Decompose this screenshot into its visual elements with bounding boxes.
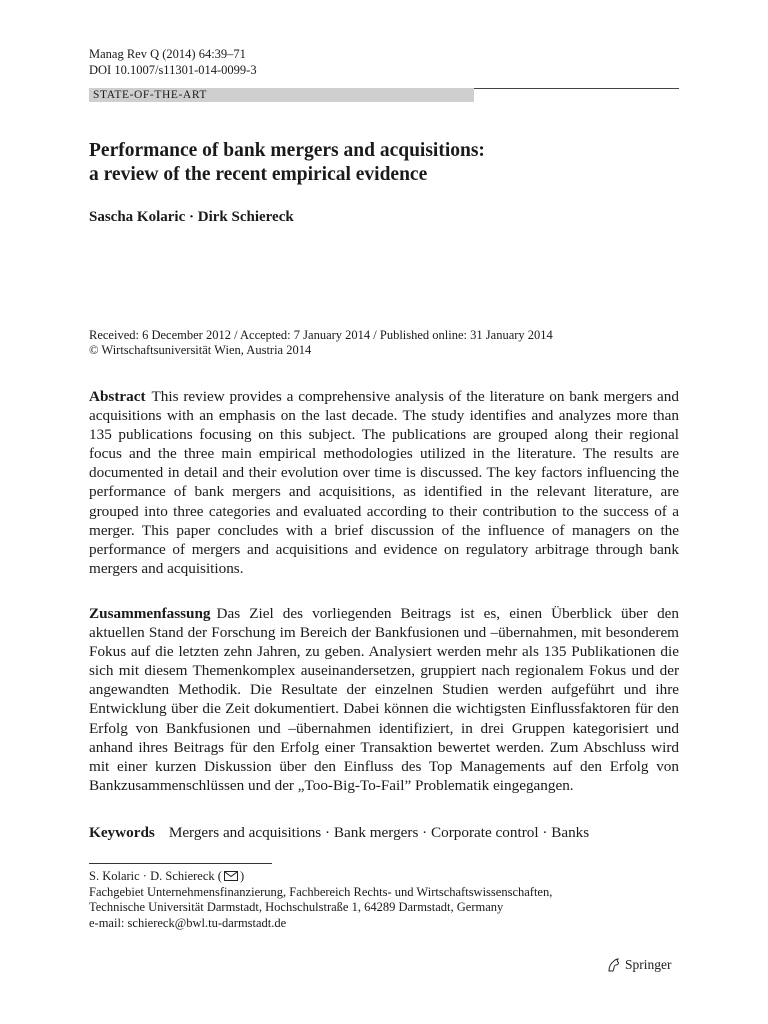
corresponding-authors: S. Kolaric · D. Schiereck ( ) [89,869,245,883]
publication-dates [89,328,553,358]
article-title [89,139,679,187]
authors: Sascha Kolaric · Dirk Schiereck [89,209,294,225]
history-dates: Received: 6 December 2012 / Accepted: 7 January 2014 / Published online: 31 January 2014 [89,328,553,342]
title-line-1: Performance of bank mergers and acquisitions: [89,140,485,161]
journal-info [89,46,257,78]
affiliation-line-1: Fachgebiet Unternehmensfinanzierung, Fachbereich Rechts- und Wirtschaftswissenschaften, [89,884,553,899]
journal-citation: Manag Rev Q (2014) 64:39–71 [89,47,246,61]
abstract-label: Abstract [89,388,146,405]
springer-horse-icon [606,957,622,973]
zusammenfassung [89,604,679,795]
zusammenfassung-text: Das Ziel des vorliegenden Beitrags ist es, einen Überblick über den aktuellen Stand der Forschung im Bereich der Bankfusionen und –übernahmen, mit besonderem Fokus auf die letzten zehn Jahren, zu geben. Analysiert werden mehr als 135 Publikationen die sich mit diesem Themenkomplex auseinandersetzen, gruppiert nach regionalem Fokus und der angewandten Methodik. Die Resultate der einzelnen Studien werden aufgeführt und ihre Entwicklung über die Zeit dokumentiert. Dabei können die wichtigsten Einflussfaktoren für den Erfolg von Bankfusionen und –übernahmen identifiziert, in drei Gruppen kategorisiert und anhand ihres Beitrags für den Erfolg einer Transaktion bewertet werden. Zum Abschluss wird mit einer kurzen Diskussion über den Einfluss des Top Managements auf den Erfolg von Bankzusammenschlüssen und der „Too-Big-To-Fail” Problematik eingegangen. [89,605,679,794]
affiliation-line-2: Technische Universität Darmstadt, Hochschulstraße 1, 64289 Darmstadt, Germany [89,900,504,914]
envelope-icon [224,871,238,881]
zusammenfassung-label: Zusammenfassung [89,605,211,622]
publisher-name: Springer [625,957,672,972]
email[interactable]: e-mail: schiereck@bwl.tu-darmstadt.de [89,915,287,930]
keywords-text: Mergers and acquisitions · Bank mergers · Corporate control · Banks [168,824,590,841]
section-label: STATE-OF-THE-ART [89,88,474,102]
publisher-logo [606,957,672,973]
abstract-text: This review provides a comprehensive analysis of the literature on bank mergers and acquisitions with an emphasis on the last decade. The study identifies and analyzes more than 135 publications focusing on this subject. The publications are grouped along their regional focus and the three main empirical methodologies utilized in the literature. The results are documented in detail and their evolution over time is discussed. The key factors influencing the performance of bank mergers and acquisitions, as identified in the relevant literature, are grouped into three categories and evaluated according to their contribution to the success of a merger. This paper concludes with a brief discussion of the influence of managers on the performance of mergers and acquisitions and evidence on regulatory arbitrage through bank mergers and acquisitions. [89,388,679,577]
doi: DOI 10.1007/s11301-014-0099-3 [89,63,257,77]
copyright: © Wirtschaftsuniversität Wien, Austria 2014 [89,343,312,357]
title-line-2: a review of the recent empirical evidence [89,164,428,185]
abstract [89,387,679,578]
footnote [89,869,552,931]
section-rule [474,88,679,89]
keywords-label: Keywords [89,824,155,841]
footnote-rule [89,863,272,864]
keywords [89,824,679,842]
